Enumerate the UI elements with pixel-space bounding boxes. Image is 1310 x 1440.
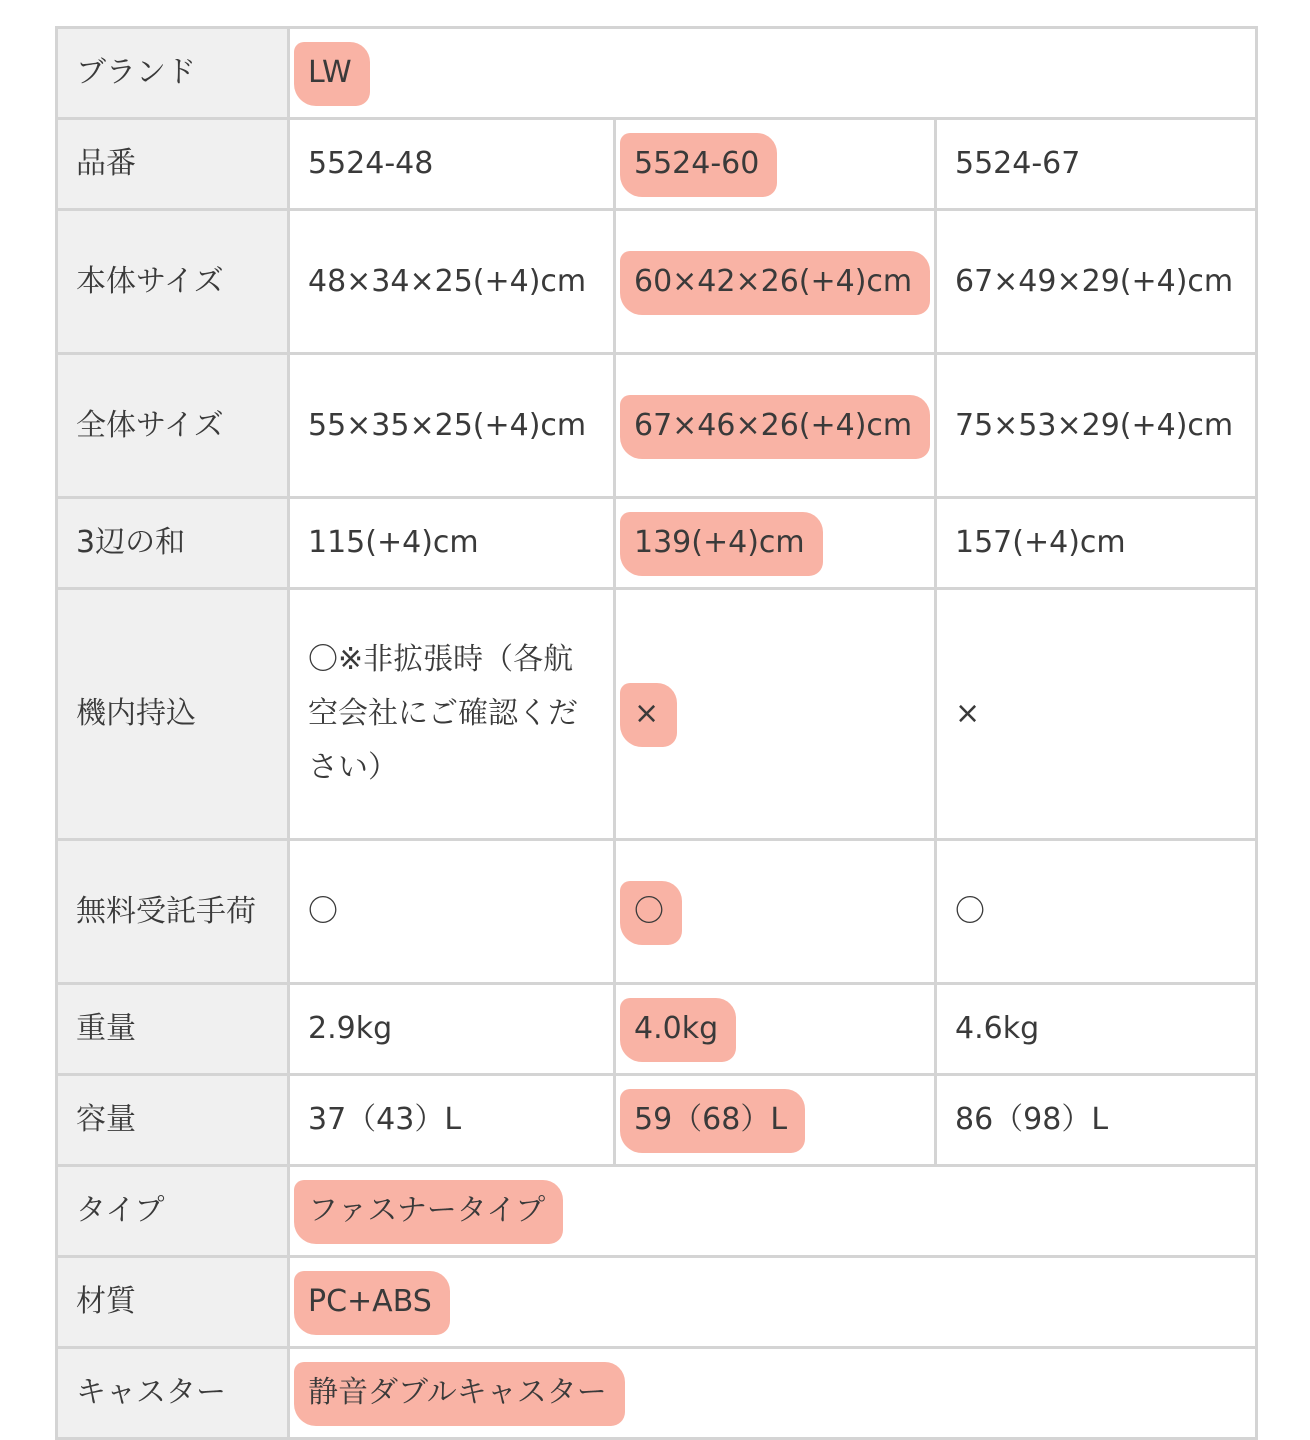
- label-weight: 重量: [57, 984, 289, 1075]
- value-body-size-3: 67×49×29(+4)cm: [936, 210, 1257, 354]
- label-body-size: 本体サイズ: [57, 210, 289, 354]
- value-weight-3: 4.6kg: [936, 984, 1257, 1075]
- row-caster: [57, 1348, 1257, 1439]
- value-free-checked-1: 〇: [289, 840, 615, 984]
- value-total-size-2: [615, 354, 936, 498]
- label-free-checked: 無料受託手荷: [57, 840, 289, 984]
- highlight-mark: 139(+4)cm: [634, 516, 805, 570]
- value-three-sides-3: 157(+4)cm: [936, 498, 1257, 589]
- highlight-mark: 5524-60: [634, 137, 759, 191]
- value-carry-on-3: ×: [936, 589, 1257, 840]
- row-carry-on: [57, 589, 1257, 840]
- highlight-mark: 静音ダブルキャスター: [308, 1366, 607, 1420]
- label-total-size: 全体サイズ: [57, 354, 289, 498]
- label-capacity: 容量: [57, 1075, 289, 1166]
- label-carry-on: 機内持込: [57, 589, 289, 840]
- label-caster: キャスター: [57, 1348, 289, 1439]
- label-brand: ブランド: [57, 28, 289, 119]
- row-brand: [57, 28, 1257, 119]
- value-free-checked-3: 〇: [936, 840, 1257, 984]
- value-three-sides-2: [615, 498, 936, 589]
- value-capacity-1: 37（43）L: [289, 1075, 615, 1166]
- row-material: [57, 1257, 1257, 1348]
- highlight-mark: ファスナータイプ: [308, 1184, 545, 1238]
- value-free-checked-2: [615, 840, 936, 984]
- value-caster: [289, 1348, 1257, 1439]
- value-type: [289, 1166, 1257, 1257]
- label-material: 材質: [57, 1257, 289, 1348]
- highlight-mark: 67×46×26(+4)cm: [634, 399, 912, 453]
- highlight-mark: 〇: [634, 885, 664, 939]
- value-weight-2: [615, 984, 936, 1075]
- value-weight-1: 2.9kg: [289, 984, 615, 1075]
- label-model: 品番: [57, 119, 289, 210]
- value-body-size-2: [615, 210, 936, 354]
- value-carry-on-1: 〇※非拡張時（各航空会社にご確認ください）: [289, 589, 615, 840]
- highlight-mark: 60×42×26(+4)cm: [634, 255, 912, 309]
- row-total-size: [57, 354, 1257, 498]
- row-model: [57, 119, 1257, 210]
- value-total-size-1: 55×35×25(+4)cm: [289, 354, 615, 498]
- value-total-size-3: 75×53×29(+4)cm: [936, 354, 1257, 498]
- row-capacity: [57, 1075, 1257, 1166]
- value-capacity-2: [615, 1075, 936, 1166]
- label-type: タイプ: [57, 1166, 289, 1257]
- value-carry-on-2: [615, 589, 936, 840]
- label-three-sides: 3辺の和: [57, 498, 289, 589]
- highlight-mark: LW: [308, 46, 352, 100]
- highlight-mark: 59（68）L: [634, 1093, 787, 1147]
- row-three-sides: [57, 498, 1257, 589]
- row-type: [57, 1166, 1257, 1257]
- value-brand: [289, 28, 1257, 119]
- value-model-1: 5524-48: [289, 119, 615, 210]
- spec-table: [55, 26, 1258, 1440]
- value-model-3: 5524-67: [936, 119, 1257, 210]
- highlight-mark: ×: [634, 687, 659, 741]
- row-body-size: [57, 210, 1257, 354]
- row-free-checked: [57, 840, 1257, 984]
- value-body-size-1: 48×34×25(+4)cm: [289, 210, 615, 354]
- row-weight: [57, 984, 1257, 1075]
- highlight-mark: PC+ABS: [308, 1275, 432, 1329]
- value-material: [289, 1257, 1257, 1348]
- value-model-2: [615, 119, 936, 210]
- value-capacity-3: 86（98）L: [936, 1075, 1257, 1166]
- highlight-mark: 4.0kg: [634, 1002, 718, 1056]
- value-three-sides-1: 115(+4)cm: [289, 498, 615, 589]
